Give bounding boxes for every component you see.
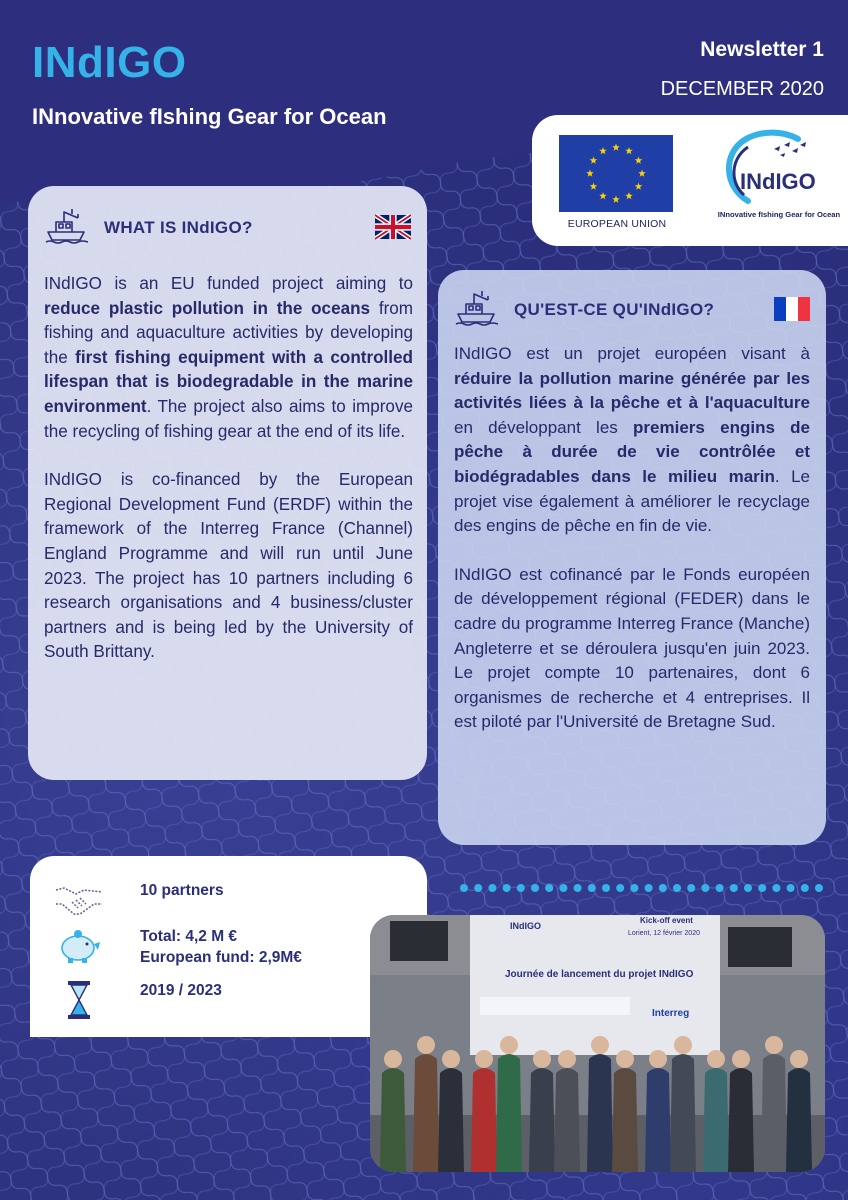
divider-dot — [772, 884, 780, 892]
card-title: WHAT IS INdIGO? — [104, 218, 253, 237]
person-body — [761, 1054, 787, 1172]
divider-dot — [687, 884, 695, 892]
newsletter-number: Newsletter 1 — [700, 38, 824, 61]
kickoff-event-photo — [370, 915, 825, 1172]
uk-flag-icon — [375, 214, 411, 240]
slide-title: Journée de lancement du projet INdIGO — [505, 969, 694, 980]
divider-dot — [758, 884, 766, 892]
divider-dot — [574, 884, 582, 892]
person-body — [471, 1068, 497, 1172]
person-body — [645, 1068, 671, 1172]
person-head — [417, 1036, 435, 1054]
person-body — [728, 1068, 754, 1172]
text-run: . Le projet vise également à améliorer le recyclage des engins de pêche en fin de vie. — [454, 466, 810, 536]
person-body — [529, 1068, 555, 1172]
intro-paragraph — [454, 342, 810, 539]
divider-dot — [716, 884, 724, 892]
person-head — [616, 1050, 634, 1068]
person-body — [438, 1068, 464, 1172]
bold-run: premiers engins de pêche à durée de vie contrôlée et biodégradables dans le milieu marin — [454, 417, 810, 486]
partner-logos-card — [532, 115, 848, 246]
eu-label: EUROPEAN UNION — [567, 218, 667, 230]
divider-dot — [645, 884, 653, 892]
person-body — [380, 1068, 406, 1172]
budget-text — [140, 926, 302, 968]
slide-interreg: Interreg — [652, 1008, 690, 1019]
person-head — [591, 1036, 609, 1054]
person-body — [612, 1068, 638, 1172]
person-head — [475, 1050, 493, 1068]
eu-flag-icon — [559, 135, 673, 212]
intro-paragraph — [44, 272, 413, 444]
person-head — [732, 1050, 750, 1068]
person-head — [500, 1036, 518, 1054]
text-run: en développant les — [454, 417, 634, 437]
project-period: 2019 / 2023 — [140, 982, 222, 999]
newsletter-date: DECEMBER 2020 — [660, 78, 824, 100]
divider-dot — [488, 884, 496, 892]
total-budget: Total: 4,2 M € — [140, 928, 238, 945]
divider-dot — [673, 884, 681, 892]
person-body — [587, 1054, 613, 1172]
person-head — [558, 1050, 576, 1068]
person-head — [442, 1050, 460, 1068]
text-run: INdIGO est un projet européen visant à — [454, 344, 810, 363]
person-head — [707, 1050, 725, 1068]
divider-dot — [559, 884, 567, 892]
text-run: . The project also aims to improve the recycling of fishing gear at the end of its life. — [44, 396, 413, 441]
indigo-logo-icon — [718, 129, 833, 214]
brand-title: INdIGO — [32, 38, 187, 87]
person-head — [649, 1050, 667, 1068]
slide-logo: INdIGO — [510, 921, 541, 931]
divider-dot — [517, 884, 525, 892]
piggy-bank-icon — [54, 926, 104, 966]
person-body — [413, 1054, 439, 1172]
divider-dot — [815, 884, 823, 892]
divider-dot — [787, 884, 795, 892]
person-body — [554, 1068, 580, 1172]
person-body — [786, 1068, 812, 1172]
divider-dot — [545, 884, 553, 892]
handshake-icon — [54, 880, 104, 920]
divider-dot — [503, 884, 511, 892]
divider-dot — [460, 884, 468, 892]
card-body — [44, 272, 413, 689]
divider-dot — [602, 884, 610, 892]
person-head — [674, 1036, 692, 1054]
person-head — [765, 1036, 783, 1054]
funding-paragraph: INdIGO is co-financed by the European Regional Development Fund (ERDF) within the framework of the Interreg France (Channel) England Programme and will run until June 2023. The project has 10 partners including 6 research organisations and 4 business/cluster partners and is being led by the University of South Brittany. — [44, 470, 413, 662]
text-run: INdIGO is an EU funded project aiming to — [44, 274, 413, 293]
divider-dot — [474, 884, 482, 892]
key-facts-card — [30, 856, 427, 1037]
bold-run: réduire la pollution marine générée par les activités liées à la pêche et à l'aquaculture — [454, 368, 810, 413]
card-header — [454, 288, 810, 328]
quest-ce-quindigo-card — [438, 270, 826, 845]
divider-dot — [744, 884, 752, 892]
divider-dot — [616, 884, 624, 892]
partners-count: 10 partners — [140, 882, 224, 899]
divider-dot — [659, 884, 667, 892]
person-head — [790, 1050, 808, 1068]
divider-dot — [630, 884, 638, 892]
eu-fund: European fund: 2,9M€ — [140, 949, 302, 966]
funding-paragraph: INdIGO est cofinancé par le Fonds européen de développement régional (FEDER) dans le cadre du programme Interreg France (Manche) Angleterre et se déroulera jusqu'en juin 2023. Le projet compte 10 partenaires, dont 6 organismes de recherche et 4 entreprises. Il est piloté par l'Université de Bretagne Sud. — [454, 564, 810, 732]
divider-dot — [801, 884, 809, 892]
fishing-boat-icon — [44, 206, 90, 244]
bold-run: reduce plastic pollution in the oceans — [44, 298, 371, 318]
fishing-boat-icon — [454, 288, 500, 326]
person-body — [496, 1054, 522, 1172]
person-head — [384, 1050, 402, 1068]
indigo-logo-wordmark: INdIGO — [740, 169, 816, 194]
slide-place-date: Lorient, 12 février 2020 — [628, 930, 700, 937]
person-body — [703, 1068, 729, 1172]
what-is-indigo-card — [28, 186, 427, 780]
dotted-divider — [460, 882, 830, 894]
group-photo-illustration — [370, 915, 825, 1172]
brand-tagline: INnovative fIshing Gear for Ocean — [32, 104, 387, 129]
card-body — [454, 342, 810, 759]
slide-event: Kick-off event — [640, 916, 693, 925]
indigo-logo-tagline: INnovative fIshing Gear for Ocean — [717, 210, 841, 219]
text-run: from fishing and aquaculture activities by developing the — [44, 298, 414, 367]
french-flag-icon — [774, 296, 810, 322]
divider-dot — [730, 884, 738, 892]
card-header — [44, 206, 411, 246]
bold-run: first fishing equipment with a controlled lifespan that is biodegradable in the marine environment — [44, 347, 414, 416]
person-body — [670, 1054, 696, 1172]
divider-dot — [588, 884, 596, 892]
card-title: QU'EST-CE QU'INdIGO? — [514, 300, 715, 319]
person-head — [533, 1050, 551, 1068]
divider-dot — [531, 884, 539, 892]
hourglass-icon — [54, 980, 104, 1020]
divider-dot — [701, 884, 709, 892]
